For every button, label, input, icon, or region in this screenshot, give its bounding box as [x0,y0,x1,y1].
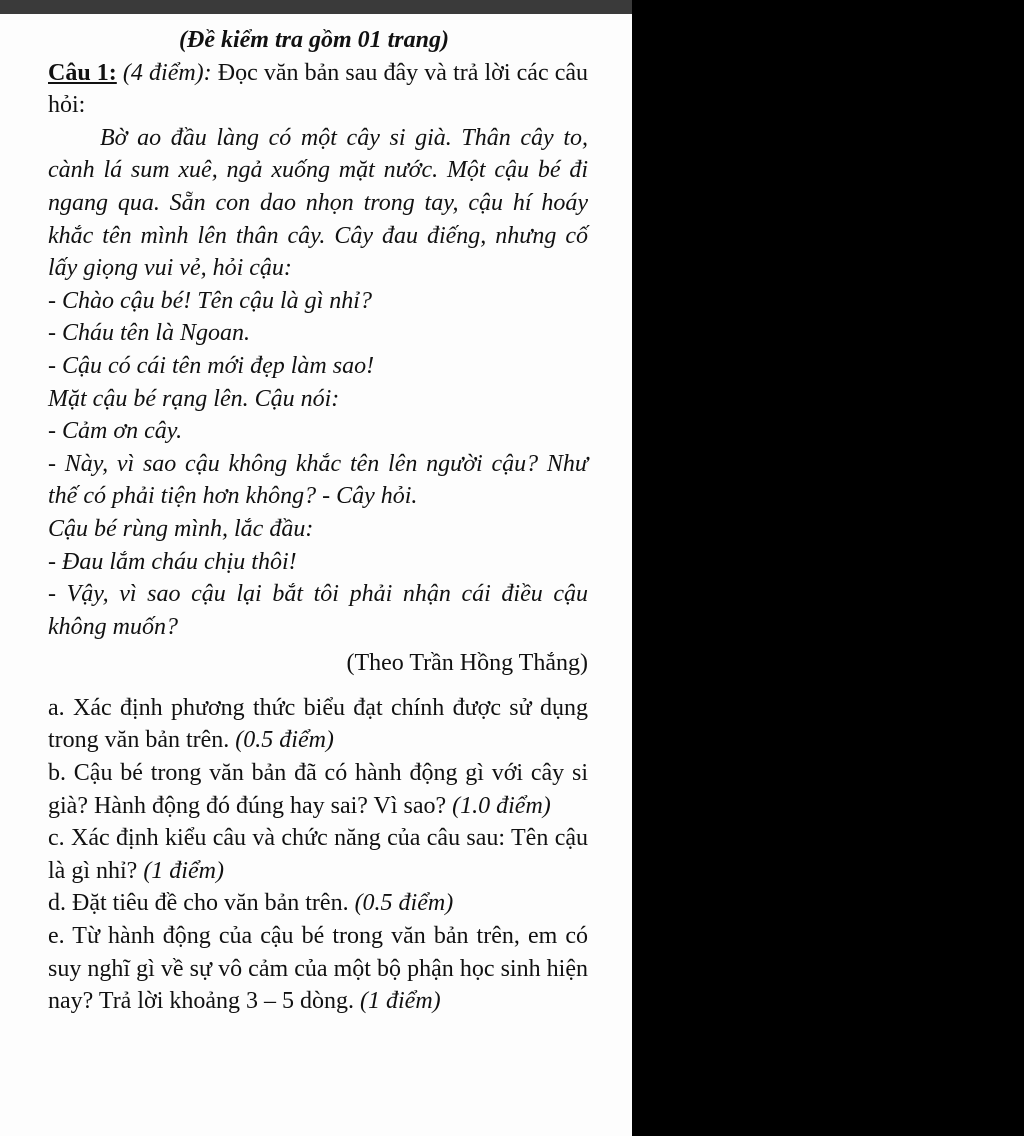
passage-line: - Cảm ơn cây. [48,418,183,445]
question-c [48,822,588,887]
question-e [48,920,588,1018]
passage-source: (Theo Trần Hồng Thắng) [346,650,588,677]
passage-line: Mặt cậu bé rạng lên. Cậu nói: [48,385,340,412]
question-points: (1.0 điểm) [452,792,551,819]
question-text: a. Xác định phương thức biểu đạt chính được sử dụng trong văn bản trên. [48,694,588,754]
passage-line: - Này, vì sao cậu không khắc tên lên người cậu? Như thế có phải tiện hơn không? - Cây hỏi. [48,450,588,510]
question-1-intro [48,57,588,122]
question-d [48,887,588,920]
question-1-points: (4 điểm): [122,59,212,86]
question-1-instruction: Đọc văn bản sau đây và trả lời các câu hỏi: [48,59,589,119]
question-text: c. Xác định kiểu câu và chức năng của câu sau: Tên cậu là gì nhỉ? [48,825,588,884]
reading-passage [48,122,588,644]
page-count-note: (Đề kiểm tra gồm 01 trang) [179,27,449,53]
passage-line: - Đau lắm cháu chịu thôi! [48,548,297,575]
passage-line: - Cậu có cái tên mới đẹp làm sao! [48,352,375,379]
passage-line: - Vậy, vì sao cậu lại bắt tôi phải nhận cái điều cậu không muốn? [48,581,588,640]
exam-page [0,14,632,1136]
question-points: (0.5 điểm) [354,890,454,917]
question-points: (1 điểm) [143,857,224,884]
question-list [48,692,588,1018]
top-dark-strip [0,0,632,14]
question-text: b. Cậu bé trong văn bản đã có hành động gì với cây si già? Hành động đó đúng hay sai? Vì sao? [48,760,588,819]
question-points: (1 điểm) [360,988,441,1015]
question-text: e. Từ hành động của cậu bé trong văn bản trên, em có suy nghĩ gì về sự vô cảm của một bộ phận học sinh hiện nay? Trả lời khoảng 3 – 5 dòng. [48,923,588,1015]
question-text: d. Đặt tiêu đề cho văn bản trên. [48,890,355,917]
passage-line: Cậu bé rùng mình, lắc đầu: [48,515,314,542]
question-points: (0.5 điểm) [235,727,334,754]
page-content [0,14,632,1018]
passage-paragraph: Bờ ao đầu làng có một cây si già. Thân cây to, cành lá sum xuê, ngả xuống mặt nước. Một cậu bé đi ngang qua. Sẵn con dao nhọn trong tay, cậu hí hoáy khắc tên mình lên thân cây. Cây đau điếng, nhưng cố lấy giọng vui vẻ, hỏi cậu: [48,124,588,282]
question-1-label: Câu 1: [48,59,117,86]
passage-line: - Chào cậu bé! Tên cậu là gì nhỉ? [48,287,372,314]
passage-line: - Cháu tên là Ngoan. [48,320,250,347]
question-a [48,692,588,757]
question-b [48,757,588,822]
